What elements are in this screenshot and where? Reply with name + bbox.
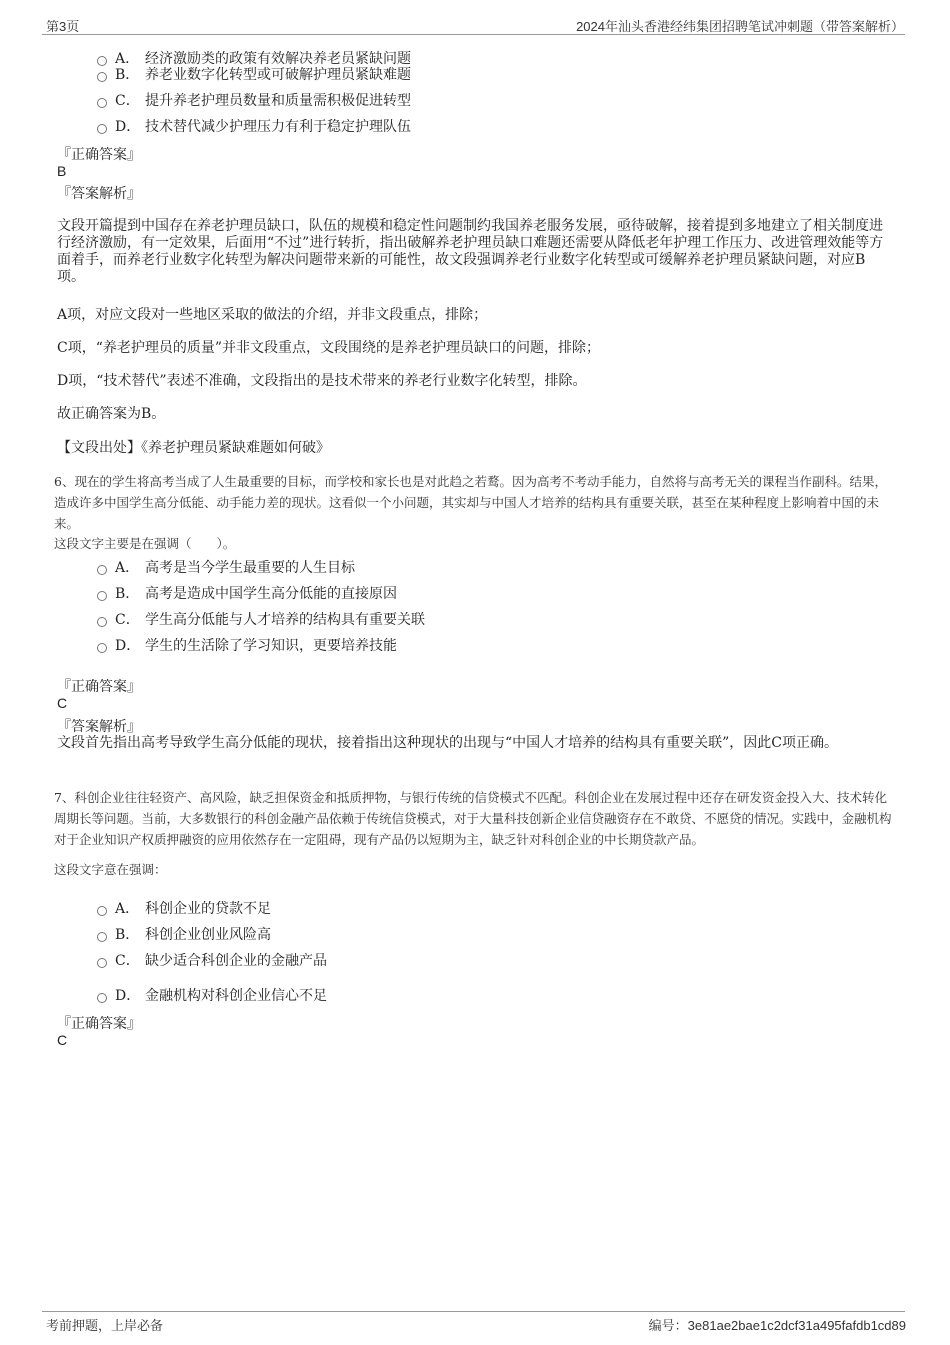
q6-stem: 6、现在的学生将高考当成了人生最重要的目标，而学校和家长也是对此趋之若鹜。因为高考不考动手能力，自然将与高考无关的课程当作副科。结果，造成许多中国学生高分低能、动手能力差的现状。这看似一个小问题，其实却与中国人才培养的结构具有重要关联，甚至在某种程度上影响着中国的未来。	[54, 474, 887, 531]
radio-icon[interactable]	[97, 98, 107, 108]
q7-prompt: 这段文字意在强调：	[54, 862, 167, 877]
radio-icon[interactable]	[97, 124, 107, 134]
header-divider	[42, 34, 905, 35]
radio-icon[interactable]	[97, 993, 107, 1003]
footer-code-label: 编号：	[648, 1318, 688, 1333]
q5-conclusion: 故正确答案为B。	[57, 406, 166, 422]
footer-slogan: 考前押题，上岸必备	[46, 1318, 164, 1333]
q5-option-c[interactable]: C． 提升养老护理员数量和质量需积极促进转型	[97, 90, 411, 110]
footer-code	[649, 1315, 906, 1334]
q5-analysis-d: D项，“技术替代”表述不准确，文段指出的是技术带来的养老行业数字化转型，排除。	[57, 373, 587, 389]
q7-answer-tag: 『正确答案』	[57, 1016, 141, 1032]
radio-icon[interactable]	[97, 565, 107, 575]
radio-icon[interactable]	[97, 72, 107, 82]
q6-answer: C	[57, 695, 68, 711]
q5-analysis-c: C项，“养老护理员的质量”并非文段重点，文段围绕的是养老护理员缺口的问题，排除；	[57, 340, 601, 356]
q6-option-a[interactable]: A． 高考是当今学生最重要的人生目标	[97, 557, 355, 577]
document-title: 2024年汕头香港经纬集团招聘笔试冲刺题（带答案解析）	[576, 19, 904, 34]
q5-analysis-a: A项，对应文段对一些地区采取的做法的介绍，并非文段重点，排除；	[57, 307, 488, 323]
page-number: 第3页	[46, 19, 80, 34]
q7-answer: C	[57, 1032, 68, 1048]
q5-option-d[interactable]: D． 技术替代减少护理压力有利于稳定护理队伍	[97, 116, 411, 136]
radio-icon[interactable]	[97, 591, 107, 601]
q5-answer-tag: 『正确答案』	[57, 147, 141, 163]
radio-icon[interactable]	[97, 617, 107, 627]
q5-option-b[interactable]: B． 养老业数字化转型或可破解护理员紧缺难题	[97, 64, 411, 84]
q7-option-c[interactable]: C． 缺少适合科创企业的金融产品	[97, 950, 327, 970]
footer-code-value: 3e81ae2bae1c2dcf31a495fafdb1cd89	[687, 1318, 906, 1333]
q6-option-d[interactable]: D． 学生的生活除了学习知识，更要培养技能	[97, 635, 397, 655]
radio-icon[interactable]	[97, 906, 107, 916]
q7-option-a[interactable]: A． 科创企业的贷款不足	[97, 898, 271, 918]
radio-icon[interactable]	[97, 958, 107, 968]
q6-prompt: 这段文字主要是在强调（ ）。	[54, 536, 236, 551]
q6-option-c[interactable]: C． 学生高分低能与人才培养的结构具有重要关联	[97, 609, 425, 629]
q7-option-d[interactable]: D． 金融机构对科创企业信心不足	[97, 985, 327, 1005]
q5-source: 【文段出处】《养老护理员紧缺难题如何破》	[57, 440, 330, 456]
radio-icon[interactable]	[97, 643, 107, 653]
q5-option-a[interactable]: A． 经济激励类的政策有效解决养老员紧缺问题	[97, 48, 411, 68]
footer-divider	[42, 1311, 905, 1312]
q7-stem: 7、科创企业往往轻资产、高风险，缺乏担保资金和抵质押物，与银行传统的信贷模式不匹配。科创企业在发展过程中还存在研发资金投入大、技术转化周期长等问题。当前，大多数银行的科创金融产品依赖于传统信贷模式，对于大量科技创新企业信贷融资存在不敢贷、不愿贷的情况。实践中，金融机构对于企业知识产权质押融资的应用依然存在一定阻碍，现有产品仍以短期为主，缺乏针对科创企业的中长期贷款产品。	[54, 790, 892, 847]
q6-answer-tag: 『正确答案』	[57, 679, 141, 695]
q5-analysis-tag: 『答案解析』	[57, 186, 141, 202]
q5-analysis: 文段开篇提到中国存在养老护理员缺口，队伍的规模和稳定性问题制约我国养老服务发展，亟待破解，接着提到多地建立了相关制度进行经济激励，有一定效果，后面用“不过”进行转折，指出破解养老护理员缺口难题还需要从降低老年护理工作压力、改进管理效能等方面着手，而养老行业数字化转型为解决问题带来新的可能性，故文段强调养老行业数字化转型或可缓解养老护理员紧缺问题，对应B项。	[57, 218, 884, 285]
q6-analysis: 文段首先指出高考导致学生高分低能的现状，接着指出这种现状的出现与“中国人才培养的结构具有重要关联”，因此C项正确。	[57, 735, 839, 751]
q7-option-b[interactable]: B． 科创企业创业风险高	[97, 924, 271, 944]
radio-icon[interactable]	[97, 932, 107, 942]
q6-analysis-tag: 『答案解析』	[57, 719, 141, 735]
q6-option-b[interactable]: B． 高考是造成中国学生高分低能的直接原因	[97, 583, 397, 603]
q5-answer: B	[57, 163, 67, 179]
